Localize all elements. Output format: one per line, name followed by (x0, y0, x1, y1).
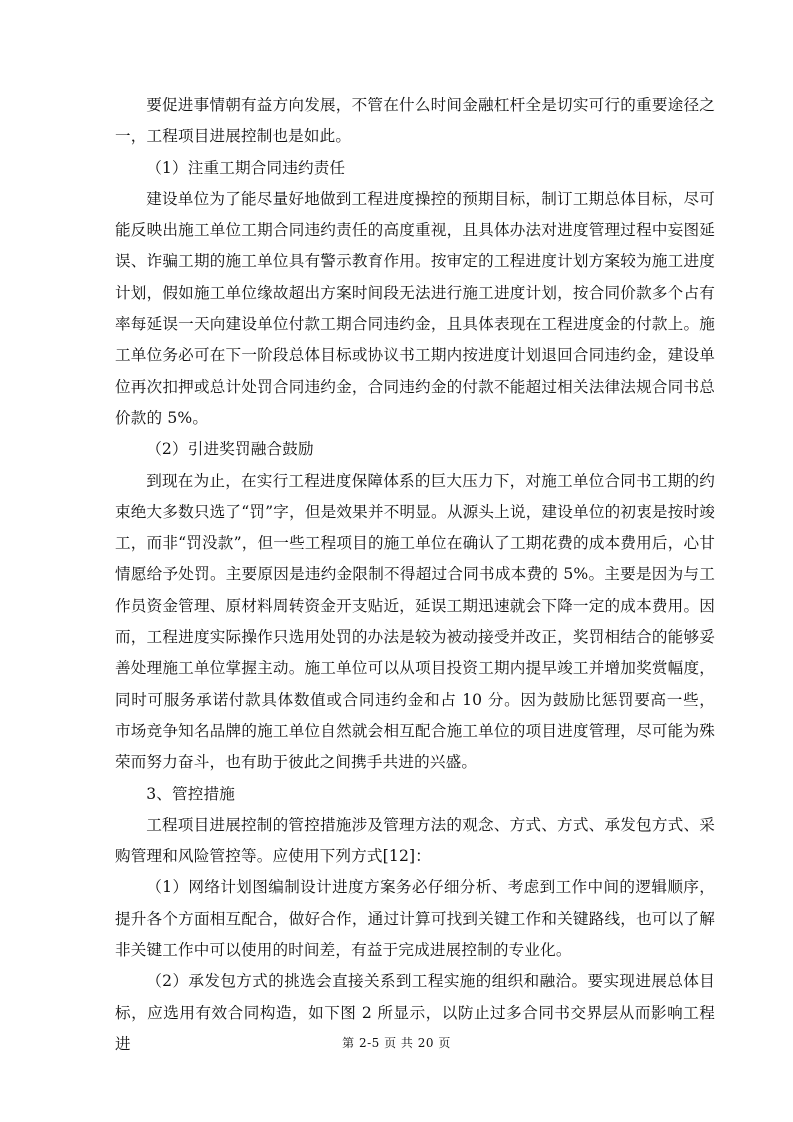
section-heading-3: 3、管控措施 (146, 784, 235, 803)
paragraph-penalty: 建设单位为了能尽量好地做到工程进度操控的预期目标，制订工期总体目标，尽可能反映出施工单位工期合同违约责任的高度重视，且具体办法对进度管理过程中妄图延误、诈骗工期的施工单位具有警示教育作用。按审定的工程进度计划方案较为施工进度计划，假如施工单位缘故超出方案时间段无法进行施工进度计划，按合同价款多个占有率每延误一天向建设单位付款工期合同违约金，且具体表现在工程进度金的付款上。施工单位务必可在下一阶段总体目标或协议书工期内按进度计划退回合同违约金，建设单位再次扣押或总计处罚合同违约金，合同违约金的付款不能超过相关法律法规合同书总价款的 5%。 (115, 189, 715, 427)
section-heading-1: （1）注重工期合同违约责任 (146, 158, 346, 177)
paragraph-measures: 工程项目进展控制的管控措施涉及管理方法的观念、方式、方式、承发包方式、采购管理和风险管控等。应使用下列方式[12]： (115, 815, 715, 866)
section-heading-2: （2）引进奖罚融合鼓励 (146, 440, 314, 459)
paragraph-network-plan: （1）网络计划图编制设计进度方案务必仔细分析、考虑到工作中间的逻辑顺序，提升各个方面相互配合，做好合作，通过计算可找到关键工作和关键路线，也可以了解非关键工作中可以使用的时间差，有益于完成进展控制的专业化。 (115, 878, 715, 960)
document-body (115, 90, 715, 1060)
paragraph-contracting: （2）承发包方式的挑选会直接关系到工程实施的组织和融洽。要实现进展总体目标，应选用有效合同构造，如下图 2 所显示，以防止过多合同书交界层从而影响工程进 (115, 972, 715, 1053)
paragraph-intro: 要促进事情朝有益方向发展，不管在什么时间金融杠杆全是切实可行的重要途径之一，工程项目进展控制也是如此。 (115, 96, 715, 146)
paragraph-reward: 到现在为止，在实行工程进度保障体系的巨大压力下，对施工单位合同书工期的约束绝大多数只选了“罚”字，但是效果并不明显。从源头上说，建设单位的初衷是按时竣工，而非“罚没款”，但一些工程项目的施工单位在确认了工期花费的成本费用后，心甘情愿给予处罚。主要原因是违约金限制不得超过合同书成本费的 5%。主要是因为与工作员资金管理、原材料周转资金开支贴近，延误工期迅速就会下降一定的成本费用。因而，工程进度实际操作只选用处罚的办法是较为被动接受并改正，奖罚相结合的能够妥善处理施工单位掌握主动。施工单位可以从项目投资工期内提早竣工并增加奖赏幅度，同时可服务承诺付款具体数值或合同违约金和占 10 分。因为鼓励比惩罚要高一些， 市场竞争知名品牌的施工单位自然就会相互配合施工单位的项目进度管理，尽可能为殊荣而努力奋斗，也有助于彼此之间携手共进的兴盛。 (115, 471, 715, 772)
page-footer: 第 2-5 页 共 20 页 (342, 1036, 451, 1050)
